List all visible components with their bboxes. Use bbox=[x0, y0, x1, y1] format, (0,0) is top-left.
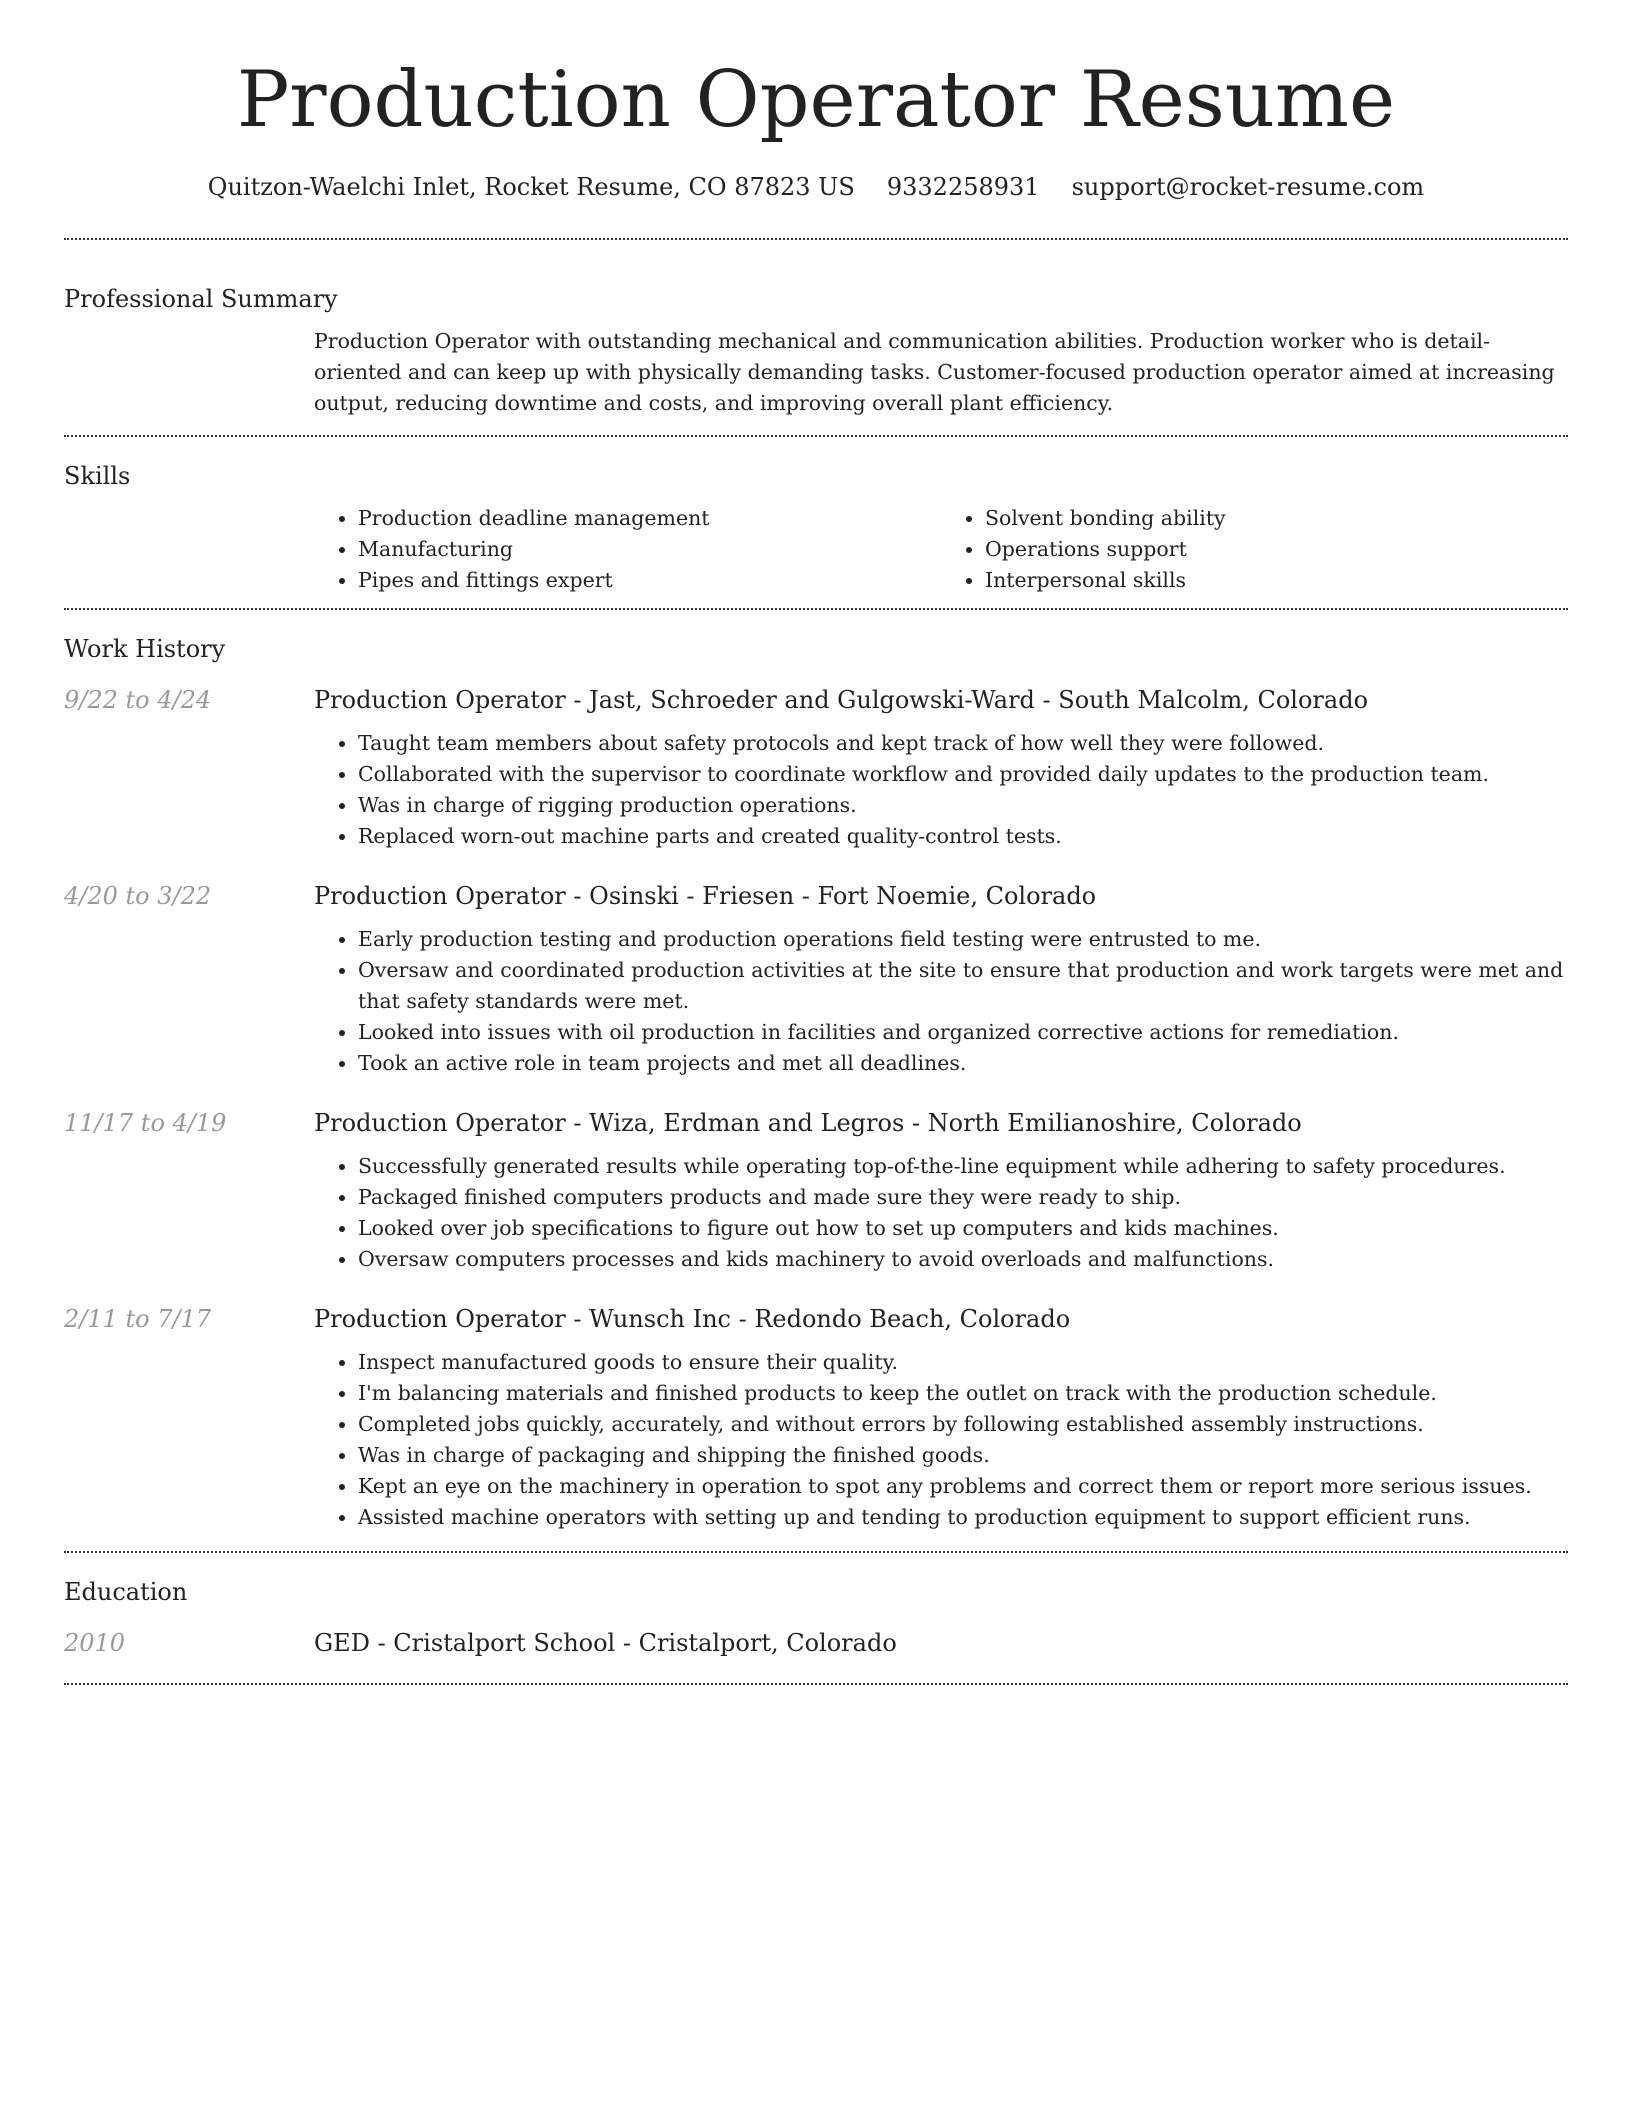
skills-column-left bbox=[314, 503, 941, 596]
education-heading: Education bbox=[64, 1578, 188, 1606]
skill-item: • Manufacturing bbox=[358, 534, 941, 565]
job-bullet: • Was in charge of rigging production operations. bbox=[358, 790, 1568, 821]
job-bullet: • Looked into issues with oil production in facilities and organized corrective actions for remediation. bbox=[358, 1017, 1568, 1048]
skills-heading: Skills bbox=[64, 462, 131, 490]
contact-email: support@rocket-resume.com bbox=[1071, 173, 1425, 201]
contact-phone: 9332258931 bbox=[886, 173, 1040, 201]
skill-item: • Pipes and fittings expert bbox=[358, 565, 941, 596]
job-details bbox=[314, 682, 1568, 856]
contact-address: Quitzon-Waelchi Inlet, Rocket Resume, CO 87823 US bbox=[207, 173, 855, 201]
skill-item: • Production deadline management bbox=[358, 503, 941, 534]
job-bullet: • Inspect manufactured goods to ensure their quality. bbox=[358, 1347, 1568, 1378]
job-bullet: • Successfully generated results while operating top-of-the-line equipment while adhering to safety procedures. bbox=[358, 1151, 1568, 1182]
skill-item: • Solvent bonding ability bbox=[985, 503, 1568, 534]
education-entry bbox=[64, 1625, 1568, 1683]
job-bullet: • Kept an eye on the machinery in operation to spot any problems and correct them or report more serious issues. bbox=[358, 1471, 1568, 1502]
job-bullet: • Looked over job specifications to figure out how to set up computers and kids machines. bbox=[358, 1213, 1568, 1244]
resume-title: Production Operator Resume bbox=[236, 55, 1396, 145]
job-details bbox=[314, 1105, 1568, 1279]
summary-heading: Professional Summary bbox=[64, 285, 338, 313]
job-title: Production Operator - Jast, Schroeder and Gulgowski-Ward - South Malcolm, Colorado bbox=[314, 686, 1369, 714]
job-bullets bbox=[314, 924, 1568, 1079]
job-bullet: • Packaged finished computers products and made sure they were ready to ship. bbox=[358, 1182, 1568, 1213]
education-title: GED - Cristalport School - Cristalport, Colorado bbox=[314, 1629, 897, 1657]
job-bullet: • Taught team members about safety protocols and kept track of how well they were followed. bbox=[358, 728, 1568, 759]
job-title: Production Operator - Osinski - Friesen - Fort Noemie, Colorado bbox=[314, 882, 1097, 910]
job-entry bbox=[64, 1105, 1568, 1279]
summary-section bbox=[64, 240, 1568, 435]
education-year: 2010 bbox=[64, 1629, 126, 1657]
skill-item: • Interpersonal skills bbox=[985, 565, 1568, 596]
job-bullet: • Completed jobs quickly, accurately, and without errors by following established assembly instructions. bbox=[358, 1409, 1568, 1440]
job-details bbox=[314, 1301, 1568, 1537]
job-bullets bbox=[314, 728, 1568, 852]
job-dates: 2/11 to 7/17 bbox=[64, 1305, 212, 1333]
job-title: Production Operator - Wiza, Erdman and Legros - North Emilianoshire, Colorado bbox=[314, 1109, 1302, 1137]
job-bullet: • Assisted machine operators with setting up and tending to production equipment to support efficient runs. bbox=[358, 1502, 1568, 1533]
job-details bbox=[314, 878, 1568, 1083]
job-dates: 11/17 to 4/19 bbox=[64, 1109, 227, 1137]
skills-column-right bbox=[941, 503, 1568, 596]
job-bullet: • Oversaw computers processes and kids machinery to avoid overloads and malfunctions. bbox=[358, 1244, 1568, 1275]
job-title: Production Operator - Wunsch Inc - Redondo Beach, Colorado bbox=[314, 1305, 1071, 1333]
education-section bbox=[64, 1553, 1568, 1683]
resume-header bbox=[64, 0, 1568, 204]
skills-section bbox=[64, 437, 1568, 608]
contact-line bbox=[64, 170, 1568, 204]
job-bullets bbox=[314, 1151, 1568, 1275]
job-bullet: • Was in charge of packaging and shipping the finished goods. bbox=[358, 1440, 1568, 1471]
summary-text: Production Operator with outstanding mechanical and communication abilities. Production worker who is detail-oriented and can keep up with physically demanding tasks. Customer-focused production operator aimed at increasing output, reducing downtime and costs, and improving overall plant efficiency. bbox=[314, 329, 1555, 415]
work-history-heading: Work History bbox=[64, 635, 226, 663]
job-dates: 9/22 to 4/24 bbox=[64, 686, 212, 714]
job-bullet: • Early production testing and production operations field testing were entrusted to me. bbox=[358, 924, 1568, 955]
job-bullet: • Collaborated with the supervisor to coordinate workflow and provided daily updates to the production team. bbox=[358, 759, 1568, 790]
job-bullet: • Oversaw and coordinated production activities at the site to ensure that production and work targets were met and that safety standards were met. bbox=[358, 955, 1568, 1017]
job-entry bbox=[64, 682, 1568, 856]
section-divider bbox=[64, 1683, 1568, 1685]
job-entry bbox=[64, 1301, 1568, 1537]
work-history-section bbox=[64, 610, 1568, 1551]
job-bullet: • I'm balancing materials and finished products to keep the outlet on track with the production schedule. bbox=[358, 1378, 1568, 1409]
job-dates: 4/20 to 3/22 bbox=[64, 882, 212, 910]
job-bullets bbox=[314, 1347, 1568, 1533]
job-entry bbox=[64, 878, 1568, 1083]
skills-grid bbox=[314, 503, 1568, 608]
skill-item: • Operations support bbox=[985, 534, 1568, 565]
job-bullet: • Replaced worn-out machine parts and created quality-control tests. bbox=[358, 821, 1568, 852]
job-bullet: • Took an active role in team projects and met all deadlines. bbox=[358, 1048, 1568, 1079]
